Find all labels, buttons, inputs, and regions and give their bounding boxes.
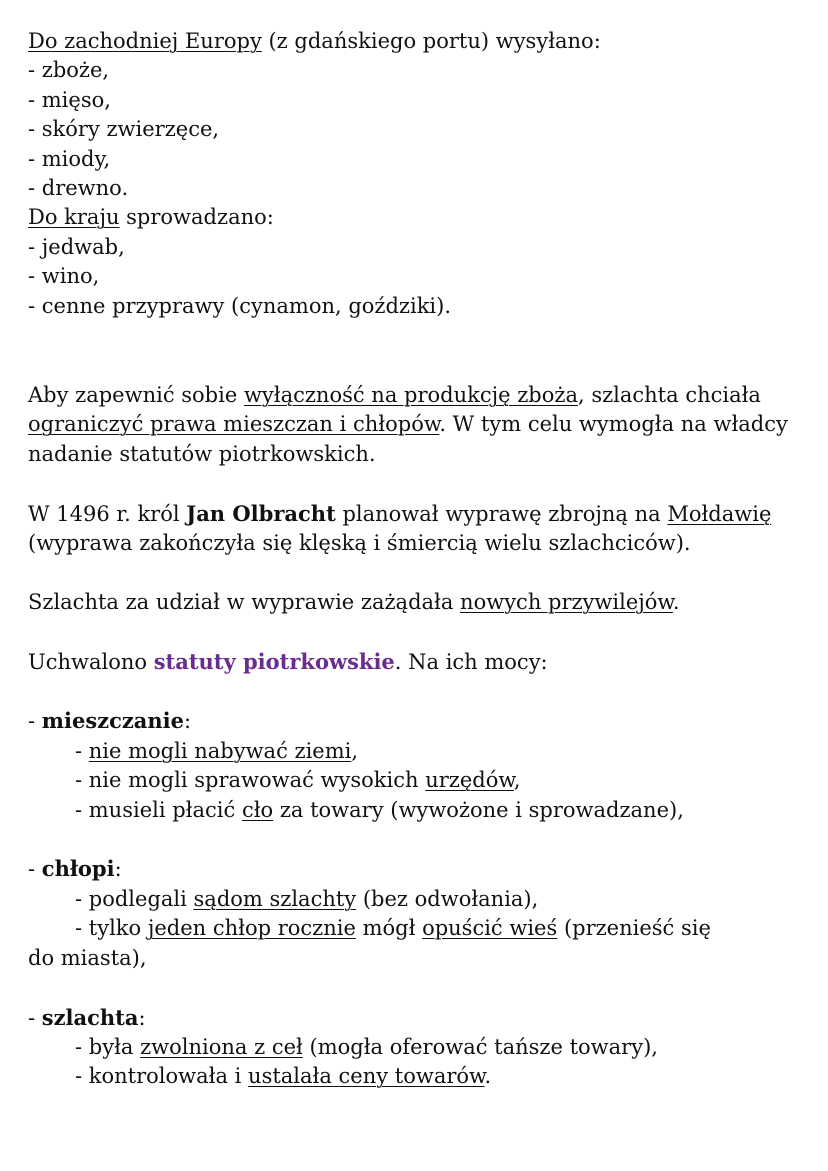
export-item: - zboże, [28, 58, 110, 83]
text: Aby zapewnić sobie [28, 383, 244, 408]
list-item [28, 885, 800, 914]
text: - musieli płacić [75, 797, 242, 822]
export-heading-underlined: Do zachodniej Europy [28, 29, 262, 53]
text: - podlegali [75, 886, 194, 911]
import-heading [28, 203, 800, 232]
import-heading-rest: sprowadzano: [119, 205, 274, 230]
paragraph-privileges [28, 588, 800, 617]
text: . Na ich mocy: [394, 649, 548, 674]
underlined-text: ograniczyć prawa mieszczan i chłopów [28, 412, 440, 437]
text: . W tym celu wymogła na władcy nadanie statutów piotrkowskich. [28, 412, 788, 466]
underlined-text: sądom szlachty [193, 886, 357, 911]
highlighted-text: statuty piotrkowskie [153, 648, 395, 674]
text: - kontrolowała i [75, 1064, 249, 1089]
text: . [484, 1064, 492, 1089]
list-item [28, 1062, 800, 1091]
spacer [28, 617, 800, 646]
spacer [28, 825, 800, 854]
import-heading-underlined: Do kraju [28, 205, 120, 230]
text: , szlachta chciała [577, 383, 761, 408]
paragraph-statutes-reason [28, 381, 800, 469]
text: - tylko [75, 916, 148, 941]
text: (mogła oferować tańsze towary), [302, 1034, 658, 1059]
text: . [672, 589, 680, 614]
list-item [28, 1033, 800, 1062]
export-heading-rest: (z gdańskiego portu) wysyłano: [261, 29, 601, 53]
underlined-text: cło [241, 797, 274, 822]
list-item-continuation: do miasta), [28, 945, 147, 970]
section-heading-mieszczanie [28, 706, 800, 736]
underlined-text: zwolniona z ceł [140, 1034, 303, 1059]
text: Uchwalono [28, 649, 154, 674]
text: - [28, 1005, 42, 1030]
list-item [28, 914, 800, 943]
text: (wyprawa zakończyła się klęską i śmiercią wielu szlachciców). [28, 531, 691, 556]
underlined-text: jeden chłop rocznie [147, 916, 356, 941]
bold-text: chłopi [41, 856, 115, 882]
text: - [28, 709, 42, 734]
text: planował wyprawę zbrojną na [335, 501, 668, 526]
text: Szlachta za udział w wyprawie zażądała [28, 589, 461, 614]
text: - [28, 857, 42, 882]
spacer [28, 321, 800, 381]
underlined-text: Mołdawię [667, 501, 772, 526]
text: (przenieść się [557, 916, 711, 941]
import-item: - cenne przyprawy (cynamon, goździki). [28, 293, 452, 318]
section-heading-szlachta [28, 1003, 800, 1033]
bold-text: Jan Olbracht [186, 500, 336, 526]
underlined-text: urzędów [425, 768, 514, 793]
export-heading [28, 27, 800, 56]
text: : [138, 1005, 146, 1030]
spacer [28, 677, 800, 706]
section-heading-chlopi [28, 854, 800, 884]
import-item: - wino, [28, 264, 100, 289]
underlined-text: nowych przywilejów [460, 589, 673, 614]
text: : [114, 857, 122, 882]
text: (bez odwołania), [356, 886, 539, 911]
list-item [28, 766, 800, 795]
bold-text: szlachta [41, 1004, 139, 1030]
spacer [28, 469, 800, 498]
export-item: - drewno. [28, 176, 129, 201]
text: , [351, 738, 359, 763]
text: - nie mogli sprawować wysokich [75, 768, 426, 793]
spacer [28, 973, 800, 1002]
text: - [75, 738, 89, 763]
text: mógł [355, 916, 423, 941]
underlined-text: nie mogli nabywać ziemi [88, 738, 352, 763]
paragraph-olbracht [28, 499, 800, 559]
list-item [28, 796, 800, 825]
text: : [184, 709, 192, 734]
underlined-text: ustalała ceny towarów [248, 1064, 485, 1089]
list-item [28, 737, 800, 766]
underlined-text: wyłączność na produkcję zboża [243, 383, 578, 408]
text: , [513, 768, 521, 793]
text: W 1496 r. król [28, 501, 187, 526]
spacer [28, 558, 800, 587]
bold-text: mieszczanie [41, 708, 185, 734]
paragraph-statutes [28, 647, 800, 677]
import-item: - jedwab, [28, 234, 125, 259]
export-item: - skóry zwierzęce, [28, 117, 220, 142]
underlined-text: opuścić wieś [422, 916, 558, 941]
text: za towary (wywożone i sprowadzane), [273, 797, 684, 822]
export-item: - miody, [28, 146, 111, 171]
export-item: - mięso, [28, 87, 111, 112]
text: - była [75, 1034, 141, 1059]
